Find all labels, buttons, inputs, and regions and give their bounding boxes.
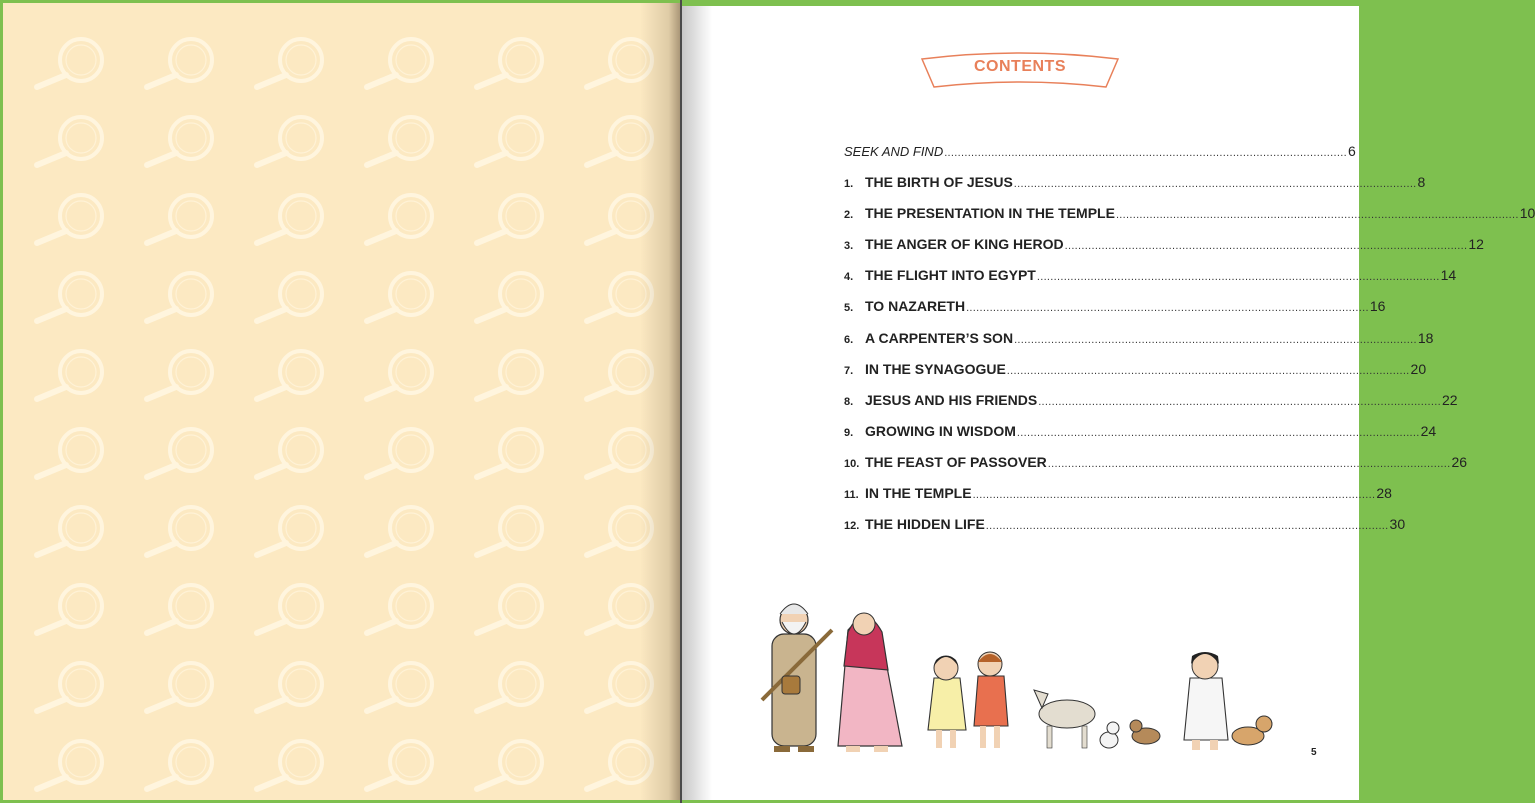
toc-dot-leader: ........................................................................................................................ [1047, 457, 1451, 470]
contents-title: CONTENTS [974, 58, 1066, 75]
toc-entry-title: THE HIDDEN LIFE [865, 516, 985, 533]
toc-entry-title: THE PRESENTATION IN THE TEMPLE [865, 205, 1115, 222]
magnifying-glass-icon [257, 351, 322, 399]
magnifying-glass-icon [147, 117, 212, 165]
table-of-contents [844, 143, 1535, 547]
magnifying-glass-icon [477, 351, 542, 399]
toc-dot-leader: ........................................................................................................................ [1064, 240, 1468, 253]
joseph-figure-icon [762, 604, 832, 752]
magnifying-glass-icon [477, 585, 542, 633]
toc-entry-page: 26 [1451, 453, 1468, 470]
magnifying-glass-icon [477, 741, 542, 789]
toc-entry-title: THE ANGER OF KING HEROD [865, 236, 1064, 253]
toc-entry-number: 3. [844, 240, 854, 253]
toc-entry-number: 12. [844, 520, 860, 533]
toc-entry-page: 28 [1376, 485, 1392, 502]
toc-entry-number: 11. [844, 489, 859, 502]
gutter-shadow [682, 6, 712, 800]
magnifying-glass-icon [477, 195, 542, 243]
magnifying-glass-icon [477, 39, 542, 87]
toc-entry-page: 12 [1468, 236, 1484, 253]
toc-dot-leader: ........................................................................................................................ [985, 520, 1389, 533]
magnifying-glass-icon [37, 507, 102, 555]
toc-entry-page: 18 [1417, 329, 1434, 346]
magnifying-glass-icon [147, 273, 212, 321]
toc-entry-page: 16 [1369, 298, 1386, 315]
magnifying-glass-icon [367, 195, 432, 243]
magnifying-glass-icon [37, 663, 102, 711]
toc-dot-leader: ........................................................................................................................ [1014, 333, 1417, 346]
magnifying-glass-icon [37, 585, 102, 633]
holy-family-illustration [742, 590, 1292, 766]
magnifying-glass-icon [147, 663, 212, 711]
toc-dot-leader: ........................................................................................................................ [1115, 209, 1519, 222]
magnifying-glass-icon [367, 117, 432, 165]
magnifying-glass-icon [147, 585, 212, 633]
toc-entry [844, 298, 1386, 329]
toc-entry-page: 20 [1410, 360, 1427, 377]
toc-entry-title: SEEK AND FIND [844, 144, 944, 159]
magnifying-glass-icon [147, 351, 212, 399]
magnifying-glass-icon [477, 507, 542, 555]
child-jesus-figure-icon [1184, 652, 1228, 750]
magnifying-glass-icon [37, 429, 102, 477]
magnifying-glass-icon [367, 39, 432, 87]
page-number: 5 [1311, 747, 1317, 758]
magnifying-glass-icon [147, 39, 212, 87]
toc-entry-title: GROWING IN WISDOM [865, 422, 1016, 439]
magnifying-glass-icon [477, 429, 542, 477]
magnifying-glass-icon [147, 741, 212, 789]
toc-entry [844, 329, 1434, 361]
magnifying-glass-icon [367, 429, 432, 477]
toc-dot-leader: ........................................................................................................................ [1006, 364, 1410, 377]
toc-entry [844, 360, 1427, 392]
toc-entry-title: THE BIRTH OF JESUS [865, 174, 1013, 191]
magnifying-glass-icon [367, 585, 432, 633]
magnifying-glass-icon [37, 117, 102, 165]
toc-entry [844, 516, 1406, 547]
magnifying-glass-icon [367, 351, 432, 399]
toc-entry [844, 422, 1437, 454]
magnifying-glass-icon [257, 39, 322, 87]
toc-entry [844, 267, 1457, 298]
magnifying-glass-icon [37, 39, 102, 87]
spine-shadow [640, 3, 681, 800]
toc-entry [844, 236, 1484, 267]
right-page [682, 6, 1535, 800]
left-page [3, 3, 681, 800]
toc-entry-page: 24 [1420, 422, 1437, 439]
magnifying-glass-icon [147, 429, 212, 477]
dog-icon [1232, 716, 1272, 745]
toc-entry [844, 174, 1426, 205]
magnifying-glass-icon [257, 117, 322, 165]
toc-entry-page: 22 [1441, 391, 1458, 408]
toc-entry-title: IN THE SYNAGOGUE [865, 360, 1006, 377]
toc-entry-title: THE FEAST OF PASSOVER [865, 453, 1047, 470]
magnifying-glass-icon [257, 585, 322, 633]
toc-dot-leader: ........................................................................................................................ [966, 302, 1369, 315]
magnifying-glass-icon [257, 663, 322, 711]
toc-dot-leader: ........................................................................................................................ [1036, 271, 1440, 284]
toc-entry-number: 7. [844, 364, 854, 377]
magnifying-glass-icon [37, 351, 102, 399]
toc-entry-page: 8 [1417, 174, 1426, 191]
magnifying-glass-pattern [3, 3, 681, 800]
toc-entry-number: 1. [844, 178, 854, 191]
mary-figure-icon [838, 613, 902, 752]
toc-dot-leader: ........................................................................................................................ [972, 489, 1376, 502]
magnifying-glass-icon [477, 117, 542, 165]
toc-entry-title: THE FLIGHT INTO EGYPT [865, 267, 1036, 284]
toc-entry-number: 2. [844, 209, 854, 222]
magnifying-glass-icon [367, 507, 432, 555]
magnifying-glass-icon [37, 195, 102, 243]
children-figures-icon [928, 652, 1008, 748]
toc-entry-page: 14 [1440, 267, 1457, 284]
toc-entry-number: 8. [844, 395, 854, 408]
toc-entry [844, 453, 1468, 485]
toc-entry-number: 4. [844, 271, 854, 284]
magnifying-glass-icon [257, 741, 322, 789]
toc-entry [844, 143, 1356, 174]
magnifying-glass-icon [367, 273, 432, 321]
toc-entry [844, 485, 1392, 516]
toc-entry-number: 5. [844, 302, 854, 315]
toc-entry-page: 6 [1347, 143, 1356, 159]
magnifying-glass-icon [367, 663, 432, 711]
magnifying-glass-icon [257, 195, 322, 243]
toc-entry-title: A CARPENTER’S SON [865, 329, 1014, 346]
magnifying-glass-icon [477, 273, 542, 321]
toc-entry-page: 10 [1519, 205, 1535, 222]
toc-entry-number: 9. [844, 426, 854, 439]
toc-dot-leader: ........................................................................................................................ [1016, 426, 1420, 439]
cats-icon [1100, 720, 1160, 748]
magnifying-glass-icon [257, 273, 322, 321]
magnifying-glass-icon [37, 273, 102, 321]
toc-entry [844, 391, 1458, 423]
toc-entry-title: TO NAZARETH [865, 298, 966, 315]
magnifying-glass-icon [147, 195, 212, 243]
toc-entry-page: 30 [1389, 516, 1406, 533]
magnifying-glass-icon [37, 741, 102, 789]
toc-dot-leader: ........................................................................................................................ [944, 147, 1347, 159]
magnifying-glass-icon [367, 741, 432, 789]
toc-dot-leader: ........................................................................................................................ [1038, 395, 1441, 408]
toc-entry-number: 6. [844, 333, 854, 346]
toc-entry [844, 205, 1535, 236]
magnifying-glass-icon [477, 663, 542, 711]
toc-entry-title: JESUS AND HIS FRIENDS [865, 391, 1038, 408]
toc-entry-title: IN THE TEMPLE [865, 485, 972, 502]
magnifying-glass-icon [147, 507, 212, 555]
toc-dot-leader: ........................................................................................................................ [1013, 178, 1417, 191]
magnifying-glass-icon [257, 429, 322, 477]
magnifying-glass-icon [257, 507, 322, 555]
toc-entry-number: 10. [844, 457, 860, 470]
goat-icon [1034, 690, 1095, 748]
